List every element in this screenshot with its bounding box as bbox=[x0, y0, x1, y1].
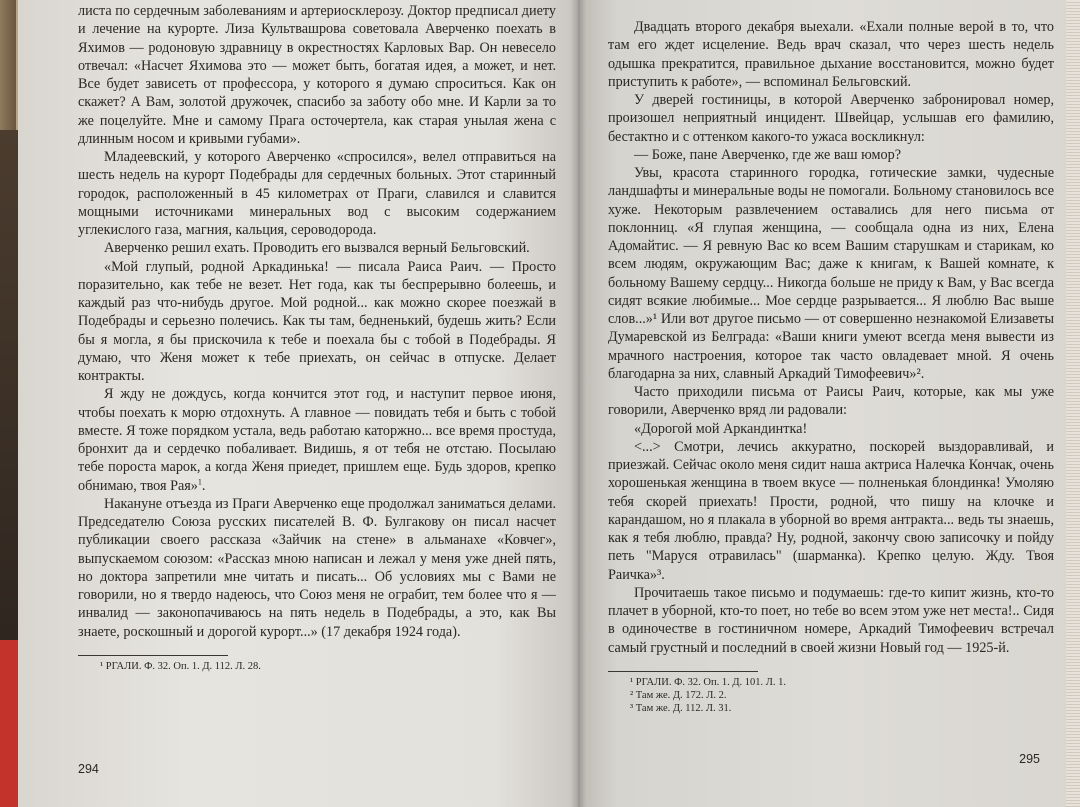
left-paragraph-5: Я жду не дождусь, когда кончится этот год, и наступит первое июня, чтобы поехать к морю отдохнуть. А главное — повидать тебя и быть с тобой вместе. Я тоже порядком устала, ведь работаю каторжно... все время простуда, бронхит да и сердечко побаливает. Видишь, я от тебя не отстаю. Посылаю тебе пороста марок, а когда Женя приедет, пришлем еще. Будь здоров, крепко обнимаю, твоя Рая»$^1$. bbox=[78, 386, 556, 494]
right-paragraph-1: Двадцать второго декабря выехали. «Ехали полные верой в то, что там его ждет исцеление. Ведь врач сказал, что через шесть недель одышка прекратится, правильное дыхание восстановится, можно будет приступить к работе», — вспоминал Бельговский. bbox=[608, 19, 1054, 90]
right-footnote-3: ³ Там же. Д. 112. Л. 31. bbox=[630, 702, 732, 714]
page-block-edge bbox=[1066, 0, 1080, 807]
left-paragraph-6: Накануне отъезда из Праги Аверченко еще продолжал заниматься делами. Председателю Союза русских писателей В. Ф. Булгакову он писал насчет публикации своего рассказа «Зайчик на стене» в альманахе «Ковчег», выпускаемом союзом: «Рассказ мною написан и лежал у меня уже дней пять, но доктора запретили мне читать и писать... Об условиях мы с Вами не говорили, но я твердо надеюсь, что Союз меня не ограбит, тем более что я — инвалид — законопачиваюсь на пять недель в Подебрады, а это, как Вы знаете, роскошный и дорогой курорт...» (17 декабря 1924 года). bbox=[78, 495, 556, 640]
left-paragraph-1: листа по сердечным заболеваниям и артериосклерозу. Доктор предписал диету и лечение на курорте. Лиза Культвашрова советовала Аверченко поехать в Яхимов — родоновую здравницу в окрестностях Карловых Вар. Он невесело отвечал: «Насчет Яхимова это — может быть, богатая идея, а может, и нет. Все будет зависеть от профессора, у которого я думаю спроситься. Как он скажет? А Вам, золотой дружочек, спасибо за заботу обо мне. И Карли за то же поцелуйте. Мне и самому Прага осточертела, как старая унылая жена с длинным носом и кривыми губами». bbox=[78, 3, 556, 147]
right-page-number: 295 bbox=[1019, 752, 1040, 766]
footnote-rule bbox=[608, 671, 758, 672]
left-page bbox=[18, 0, 578, 807]
left-paragraph-2: Младеевский, у которого Аверченко «спросился», велел отправиться на шесть недель на курорт Подебрады для сердечных больных. Этот старинный городок, расположенный в 45 километрах от Праги, славился и славится мощными источниками минеральных вод с высоким содержанием углекислого газа, магния, кальция, сероводорода. bbox=[78, 149, 556, 238]
left-page-number: 294 bbox=[78, 762, 99, 776]
right-paragraph-8: Прочитаешь такое письмо и подумаешь: где-то кипит жизнь, кто-то плачет в уборной, кто-то поет, но тебе во всем этом уже нет места!.. Сидя в одиночестве в гостиничном номере, Аркадий Тимофеевич встречал самый грустный и последний в своей жизни Новый год — 1925-й. bbox=[608, 584, 1054, 656]
left-footnote-1: ¹ РГАЛИ. Ф. 32. Оп. 1. Д. 112. Л. 28. bbox=[100, 660, 261, 672]
right-paragraph-3: — Боже, пане Аверченко, где же ваш юмор? bbox=[634, 146, 902, 163]
right-paragraph-7: <...> Смотри, лечись аккуратно, поскорей выздоравливай, и приезжай. Сейчас около меня сидит наша актриса Налечка Кончак, очень хорошенькая женщина в твоем вкусе — полненькая блондинка! Умоляю тебя скорей приехать! Прости, родной, что пишу на клочке и карандашом, но я плакала в уборной во время антракта... ведь ты знаешь, как я тебя люблю, правда? Ну, родной, закончу свою записочку и пойду петь "Маруся отравилась" (шарманка). Крепко целую. Жду. Твоя Раичка»³. bbox=[608, 438, 1054, 583]
right-page bbox=[578, 0, 1080, 807]
right-paragraph-5: Часто приходили письма от Раисы Раич, которые, как мы уже говорили, Аверченко вряд ли радовали: bbox=[608, 384, 1054, 419]
book-gutter bbox=[570, 0, 586, 807]
footnote-rule bbox=[78, 655, 228, 656]
footnote-ref: 1 bbox=[197, 476, 202, 486]
left-paragraph-5-text: Я жду не дождусь, когда кончится этот год, и наступит первое июня, чтобы поехать к морю отдохнуть. А главное — повидать тебя и быть с тобой вместе. Я тоже порядком устала, ведь работаю каторжно... все время простуда, бронхит да и сердечко побаливает. Видишь, я от тебя не отстаю. Посылаю тебе пороста марок, а когда Женя приедет, пришлем еще. Будь здоров, крепко обнимаю, твоя Рая» bbox=[78, 386, 556, 494]
right-footnote-2: ² Там же. Д. 172. Л. 2. bbox=[630, 689, 727, 701]
right-paragraph-6: «Дорогой мой Аркандинтка! bbox=[634, 420, 808, 437]
left-paragraph-3: Аверченко решил ехать. Проводить его вызвался верный Бельговский. bbox=[104, 240, 530, 257]
right-paragraph-2: У дверей гостиницы, в которой Аверченко забронировал номер, произошел неприятный инцидент. Швейцар, услышав его фамилию, бестактно и с оттенком какого-то ужаса воскликнул: bbox=[608, 92, 1054, 145]
right-footnote-1: ¹ РГАЛИ. Ф. 32. Оп. 1. Д. 101. Л. 1. bbox=[630, 676, 786, 688]
left-paragraph-4: «Мой глупый, родной Аркадинька! — писала Раиса Раич. — Просто поразительно, как тебе не везет. Нет года, как ты беспрерывно болеешь, и каждый раз что-нибудь другое. Мой родной... как можно скорее поезжай в Подебрады и серьезно полечись. Как ты там, бедненький, будешь жить? Если бы я могла, я бы прискочила к тебе и поехала бы с тобой в Подебрады. Я думаю, что Женя может к тебе приехать, он сейчас в отпуске. Делает контракты. bbox=[78, 258, 556, 384]
right-paragraph-4: Увы, красота старинного городка, готические замки, чудесные ландшафты и минеральные воды не помогали. Больному становилось все хуже. Некоторым развлечением оставались для него письма от поклонниц. «Я глупая женщина, — сообщала одна из них, Елена Адомайтис. — Я ревную Вас ко всем Вашим старушкам и старикам, ко всем людям, окружающим Вас; даже к книгам, к Вашей комнате, к больному Вашему сердцу... Никогда больше не приду к Вам, у Вас всегда сидят всякие любимые... Мое сердце разрывается... Я люблю Вас выше слов...»¹ Или вот другое письмо — от совершенно незнакомой Елизаветы Думаревской из Белграда: «Ваши книги умеют всегда меня вывести из мрачного настроения, которое так часто овладевает мной. Я очень благодарна за них, славный Аркадий Тимофеевич»². bbox=[608, 165, 1054, 382]
